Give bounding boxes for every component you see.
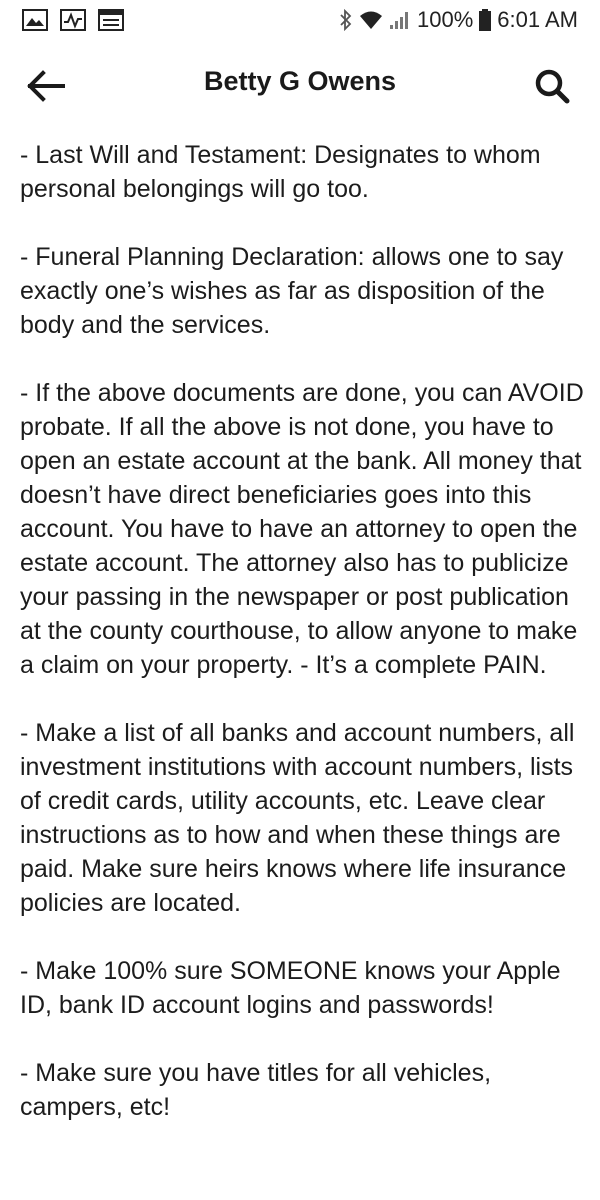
search-button[interactable] [528, 64, 576, 108]
status-system-area [339, 7, 578, 33]
page-title: Betty G Owens [203, 66, 397, 96]
image-icon [22, 9, 48, 31]
activity-icon [60, 9, 86, 31]
post-paragraph: - Funeral Planning Declaration: allows one to say exactly one’s wishes as far as disposition of the body and the services. [20, 243, 564, 339]
post-paragraph: - Make 100% sure SOMEONE knows your Apple ID, bank ID account logins and passwords! [20, 957, 561, 1019]
battery-percentage: 100% [417, 7, 474, 32]
status-bar [0, 0, 600, 40]
clock-time: 6:01 AM [497, 7, 578, 32]
search-icon [534, 68, 570, 104]
battery-icon [479, 9, 491, 31]
status-notification-icons [22, 9, 124, 31]
post-paragraph: - If the above documents are done, you can AVOID probate. If all the above is not done, you have to open an estate account at the bank. All money that doesn’t have direct beneficiaries goes into this account. You have to have an attorney to open the estate account. The attorney also has to publicize your passing in the newspaper or post publication at the county courthouse, to allow anyone to make a claim on your property. - It’s a complete PAIN. [20, 379, 584, 679]
post-body [20, 138, 585, 1158]
signal-icon [389, 10, 411, 30]
post-paragraph: - Make sure you have titles for all vehicles, campers, etc! [20, 1059, 492, 1121]
wifi-icon [359, 10, 383, 30]
post-paragraph: - Last Will and Testament: Designates to whom personal belongings will go too. [20, 141, 541, 203]
bluetooth-icon [339, 9, 353, 31]
app-header [0, 56, 600, 116]
calendar-icon [98, 9, 124, 31]
post-paragraph: - Make a list of all banks and account numbers, all investment institutions with account numbers, lists of credit cards, utility accounts, etc. Leave clear instructions as to how and when these things are paid. Make sure heirs knows where life insurance policies are located. [20, 719, 575, 917]
